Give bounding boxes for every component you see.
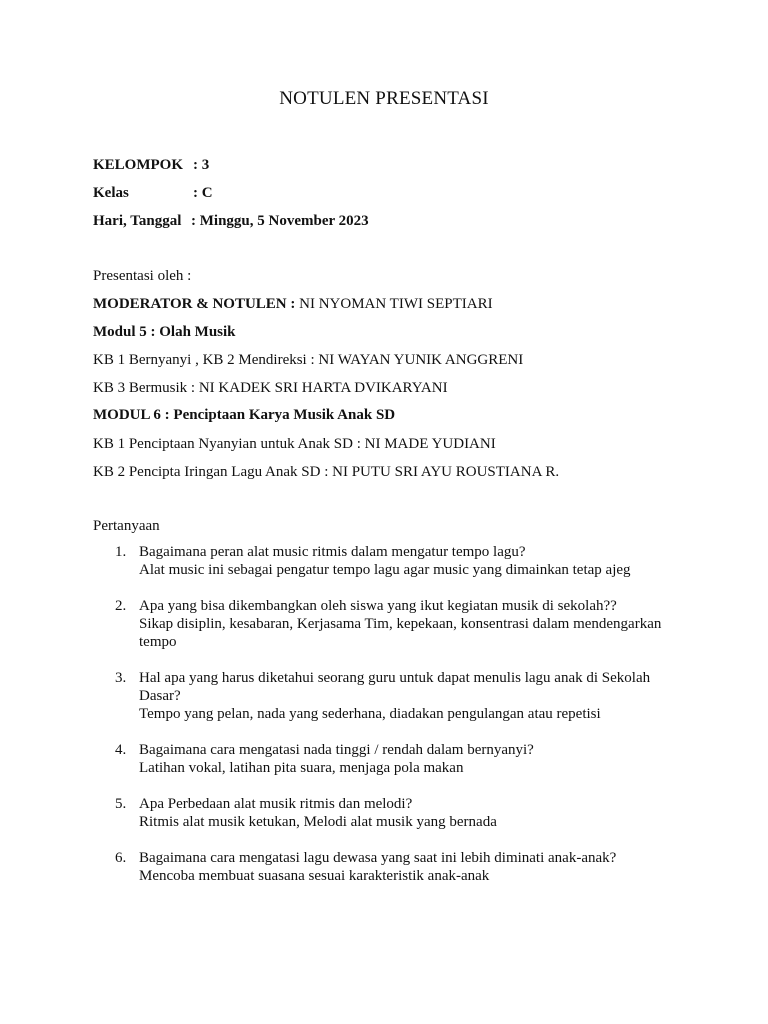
- question-item: [93, 669, 693, 723]
- question-item: [93, 543, 693, 579]
- kelompok-value: : 3: [193, 157, 210, 173]
- modul5-kb3: KB 3 Bermusik : NI KADEK SRI HARTA DVIKARYANI: [93, 380, 448, 396]
- kelas-value: : C: [193, 185, 213, 201]
- hari-tanggal-value: : Minggu, 5 November 2023: [191, 213, 369, 229]
- modul5-heading: Modul 5 : Olah Musik: [93, 324, 236, 340]
- moderator-label: MODERATOR & NOTULEN :: [93, 296, 296, 312]
- question-item: [93, 795, 693, 831]
- modul6-kb1: KB 1 Penciptaan Nyanyian untuk Anak SD : NI MADE YUDIANI: [93, 436, 496, 452]
- question-text: Bagaimana cara mengatasi nada tinggi / rendah dalam bernyanyi?: [139, 742, 534, 758]
- moderator-row: [93, 294, 493, 314]
- question-text: Hal apa yang harus diketahui seorang guru untuk dapat menulis lagu anak di Sekolah Dasar?: [139, 670, 651, 704]
- answer-text: Latihan vokal, latihan pita suara, menjaga pola makan: [139, 760, 464, 776]
- question-number: 5.: [115, 796, 127, 812]
- moderator-name: NI NYOMAN TIWI SEPTIARI: [295, 296, 493, 312]
- hari-tanggal-row: [93, 211, 369, 231]
- question-text: Bagaimana cara mengatasi lagu dewasa yang saat ini lebih diminati anak-anak?: [139, 850, 617, 866]
- answer-text: Tempo yang pelan, nada yang sederhana, diadakan pengulangan atau repetisi: [139, 706, 601, 722]
- question-list: [93, 543, 693, 885]
- hari-tanggal-label: Hari, Tanggal: [93, 213, 182, 229]
- question-number: 3.: [115, 670, 127, 686]
- question-number: 6.: [115, 850, 127, 866]
- answer-text: Alat music ini sebagai pengatur tempo lagu agar music yang dimainkan tetap ajeg: [139, 562, 631, 578]
- question-item: [93, 849, 693, 885]
- kelompok-label: KELOMPOK: [93, 157, 183, 173]
- modul6-kb2: KB 2 Pencipta Iringan Lagu Anak SD : NI PUTU SRI AYU ROUSTIANA R.: [93, 464, 560, 480]
- question-number: 2.: [115, 598, 127, 614]
- question-text: Apa yang bisa dikembangkan oleh siswa yang ikut kegiatan musik di sekolah??: [139, 598, 617, 614]
- question-text: Bagaimana peran alat music ritmis dalam mengatur tempo lagu?: [139, 544, 526, 560]
- question-text: Apa Perbedaan alat musik ritmis dan melodi?: [139, 796, 413, 812]
- kelompok-row: [93, 155, 209, 175]
- presentasi-label: Presentasi oleh :: [93, 268, 192, 284]
- question-number: 1.: [115, 544, 127, 560]
- page-title: NOTULEN PRESENTASI: [279, 88, 489, 109]
- answer-text: Mencoba membuat suasana sesuai karakteristik anak-anak: [139, 868, 490, 884]
- kelas-row: [93, 183, 213, 203]
- question-item: [93, 741, 693, 777]
- answer-text: Sikap disiplin, kesabaran, Kerjasama Tim, kepekaan, konsentrasi dalam mendengarkan tempo: [139, 616, 662, 650]
- modul5-kb12: KB 1 Bernyanyi , KB 2 Mendireksi : NI WAYAN YUNIK ANGGRENI: [93, 352, 524, 368]
- pertanyaan-label: Pertanyaan: [93, 518, 160, 534]
- answer-text: Ritmis alat musik ketukan, Melodi alat musik yang bernada: [139, 814, 497, 830]
- question-item: [93, 597, 693, 651]
- modul6-heading: MODUL 6 : Penciptaan Karya Musik Anak SD: [93, 407, 396, 423]
- question-number: 4.: [115, 742, 127, 758]
- kelas-label: Kelas: [93, 185, 129, 201]
